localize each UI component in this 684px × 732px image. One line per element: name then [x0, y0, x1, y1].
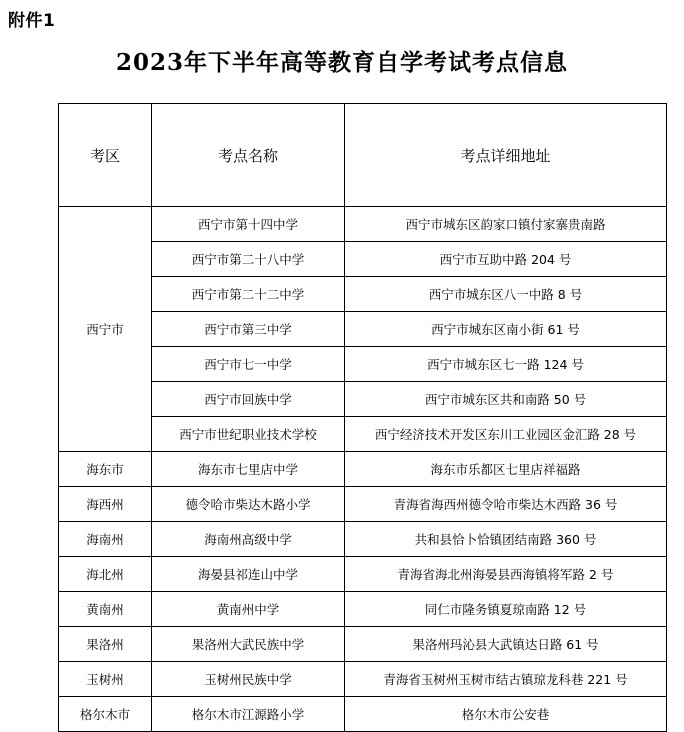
table-body	[59, 207, 667, 732]
site-name-cell: 西宁市第二十八中学	[152, 242, 345, 277]
site-address-cell: 青海省玉树州玉树市结古镇琼龙科巷 221 号	[345, 662, 667, 697]
site-address-cell: 西宁经济技术开发区东川工业园区金汇路 28 号	[345, 417, 667, 452]
table-row	[59, 592, 667, 627]
site-address-cell: 西宁市城东区共和南路 50 号	[345, 382, 667, 417]
site-name-cell: 格尔木市江源路小学	[152, 697, 345, 732]
table-row	[59, 627, 667, 662]
site-address-cell: 青海省海西州德令哈市柴达木西路 36 号	[345, 487, 667, 522]
site-name-cell: 西宁市回族中学	[152, 382, 345, 417]
site-address-cell: 共和县恰卜恰镇团结南路 360 号	[345, 522, 667, 557]
site-address-cell: 青海省海北州海晏县西海镇将军路 2 号	[345, 557, 667, 592]
site-name-cell: 西宁市第十四中学	[152, 207, 345, 242]
table-row	[59, 487, 667, 522]
site-name-cell: 西宁市七一中学	[152, 347, 345, 382]
site-name-cell: 西宁市世纪职业技术学校	[152, 417, 345, 452]
site-name-cell: 海南州高级中学	[152, 522, 345, 557]
table-row	[59, 207, 667, 242]
site-name-cell: 玉树州民族中学	[152, 662, 345, 697]
site-name-cell: 西宁市第三中学	[152, 312, 345, 347]
table-header-row	[59, 104, 667, 207]
site-address-cell: 格尔木市公安巷	[345, 697, 667, 732]
district-cell: 黄南州	[59, 592, 152, 627]
district-cell: 西宁市	[59, 207, 152, 452]
district-cell: 海西州	[59, 487, 152, 522]
district-cell: 海东市	[59, 452, 152, 487]
site-address-cell: 西宁市互助中路 204 号	[345, 242, 667, 277]
district-cell: 海南州	[59, 522, 152, 557]
table-row	[59, 557, 667, 592]
site-name-cell: 黄南州中学	[152, 592, 345, 627]
site-name-cell: 海东市七里店中学	[152, 452, 345, 487]
site-address-cell: 果洛州玛沁县大武镇达日路 61 号	[345, 627, 667, 662]
site-address-cell: 同仁市隆务镇夏琼南路 12 号	[345, 592, 667, 627]
site-address-cell: 西宁市城东区南小街 61 号	[345, 312, 667, 347]
header-site-name: 考点名称	[152, 104, 345, 207]
district-cell: 果洛州	[59, 627, 152, 662]
table-row	[59, 697, 667, 732]
district-cell: 海北州	[59, 557, 152, 592]
site-address-cell: 西宁市城东区韵家口镇付家寨贵南路	[345, 207, 667, 242]
table-row	[59, 662, 667, 697]
district-cell: 格尔木市	[59, 697, 152, 732]
attachment-label: 附件1	[8, 11, 56, 31]
site-address-cell: 海东市乐都区七里店祥福路	[345, 452, 667, 487]
site-address-cell: 西宁市城东区七一路 124 号	[345, 347, 667, 382]
page-title: 2023年下半年高等教育自学考试考点信息	[115, 49, 568, 76]
site-name-cell: 西宁市第二十二中学	[152, 277, 345, 312]
header-address: 考点详细地址	[345, 104, 667, 207]
site-name-cell: 德令哈市柴达木路小学	[152, 487, 345, 522]
district-cell: 玉树州	[59, 662, 152, 697]
site-address-cell: 西宁市城东区八一中路 8 号	[345, 277, 667, 312]
exam-sites-table	[58, 103, 667, 732]
site-name-cell: 果洛州大武民族中学	[152, 627, 345, 662]
header-district: 考区	[59, 104, 152, 207]
table-row	[59, 522, 667, 557]
table-row	[59, 452, 667, 487]
site-name-cell: 海晏县祁连山中学	[152, 557, 345, 592]
